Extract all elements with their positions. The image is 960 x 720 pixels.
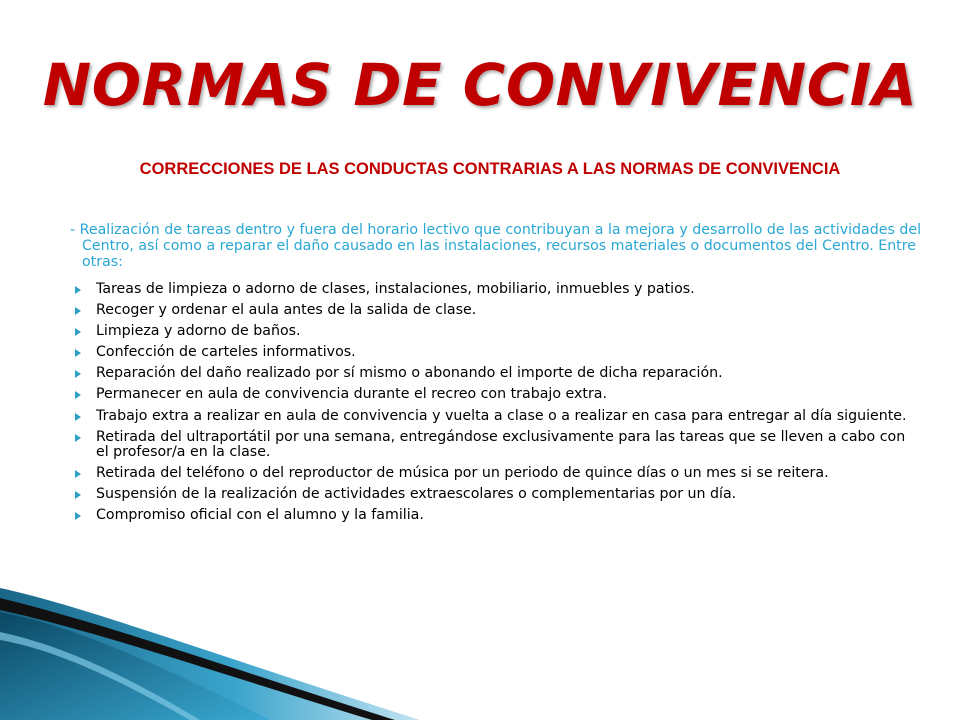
- slide-subtitle: CORRECCIONES DE LAS CONDUCTAS CONTRARIAS A LAS NORMAS DE CONVIVENCIA: [139, 160, 841, 178]
- list-item-text: Limpieza y adorno de baños.: [96, 323, 301, 340]
- list-item: [75, 303, 920, 319]
- list-item-text: Compromiso oficial con el alumno y la familia.: [96, 507, 424, 524]
- triangle-bullet-icon: [75, 286, 81, 294]
- corrections-list: [75, 282, 920, 530]
- triangle-bullet-icon: [75, 328, 81, 336]
- list-item: [75, 324, 920, 340]
- list-item: [75, 409, 920, 425]
- triangle-bullet-icon: [75, 391, 81, 399]
- list-item: [75, 430, 920, 461]
- triangle-bullet-icon: [75, 470, 81, 478]
- list-item-text: Suspensión de la realización de actividades extraescolares o complementarias por un día.: [96, 486, 737, 503]
- list-item: [75, 487, 920, 503]
- list-item: [75, 508, 920, 524]
- list-item-text: Trabajo extra a realizar en aula de convivencia y vuelta a clase o a realizar en casa para entregar al día siguiente.: [96, 407, 907, 424]
- intro-paragraph: - Realización de tareas dentro y fuera del horario lectivo que contribuyan a la mejora y desarrollo de las actividades del Centro, así como a reparar el daño causado en las instalaciones, recursos materiales o documentos del Centro. Entre otras:: [70, 222, 922, 270]
- triangle-bullet-icon: [75, 512, 81, 520]
- triangle-bullet-icon: [75, 413, 81, 421]
- list-item: [75, 282, 920, 298]
- list-item-text: Recoger y ordenar el aula antes de la salida de clase.: [96, 302, 477, 319]
- list-item-text: Retirada del ultraportátil por una semana, entregándose exclusivamente para las tareas que se lleven a cabo con el profesor/a en la clase.: [96, 428, 906, 461]
- triangle-bullet-icon: [75, 307, 81, 315]
- list-item-text: Reparación del daño realizado por sí mismo o abonando el importe de dicha reparación.: [96, 365, 723, 382]
- list-item-text: Permanecer en aula de convivencia durante el recreo con trabajo extra.: [96, 386, 608, 403]
- list-item: [75, 366, 920, 382]
- list-item: [75, 466, 920, 482]
- list-item: [75, 345, 920, 361]
- list-item-text: Tareas de limpieza o adorno de clases, instalaciones, mobiliario, inmuebles y patios.: [96, 281, 695, 297]
- triangle-bullet-icon: [75, 434, 81, 442]
- triangle-bullet-icon: [75, 370, 81, 378]
- list-item-text: Confección de carteles informativos.: [96, 344, 356, 361]
- list-item-text: Retirada del teléfono o del reproductor de música por un periodo de quince días o un mes si se reitera.: [96, 465, 829, 482]
- triangle-bullet-icon: [75, 349, 81, 357]
- slide-title: NORMAS DE CONVIVENCIA: [42, 51, 918, 119]
- triangle-bullet-icon: [75, 491, 81, 499]
- list-item: [75, 387, 920, 403]
